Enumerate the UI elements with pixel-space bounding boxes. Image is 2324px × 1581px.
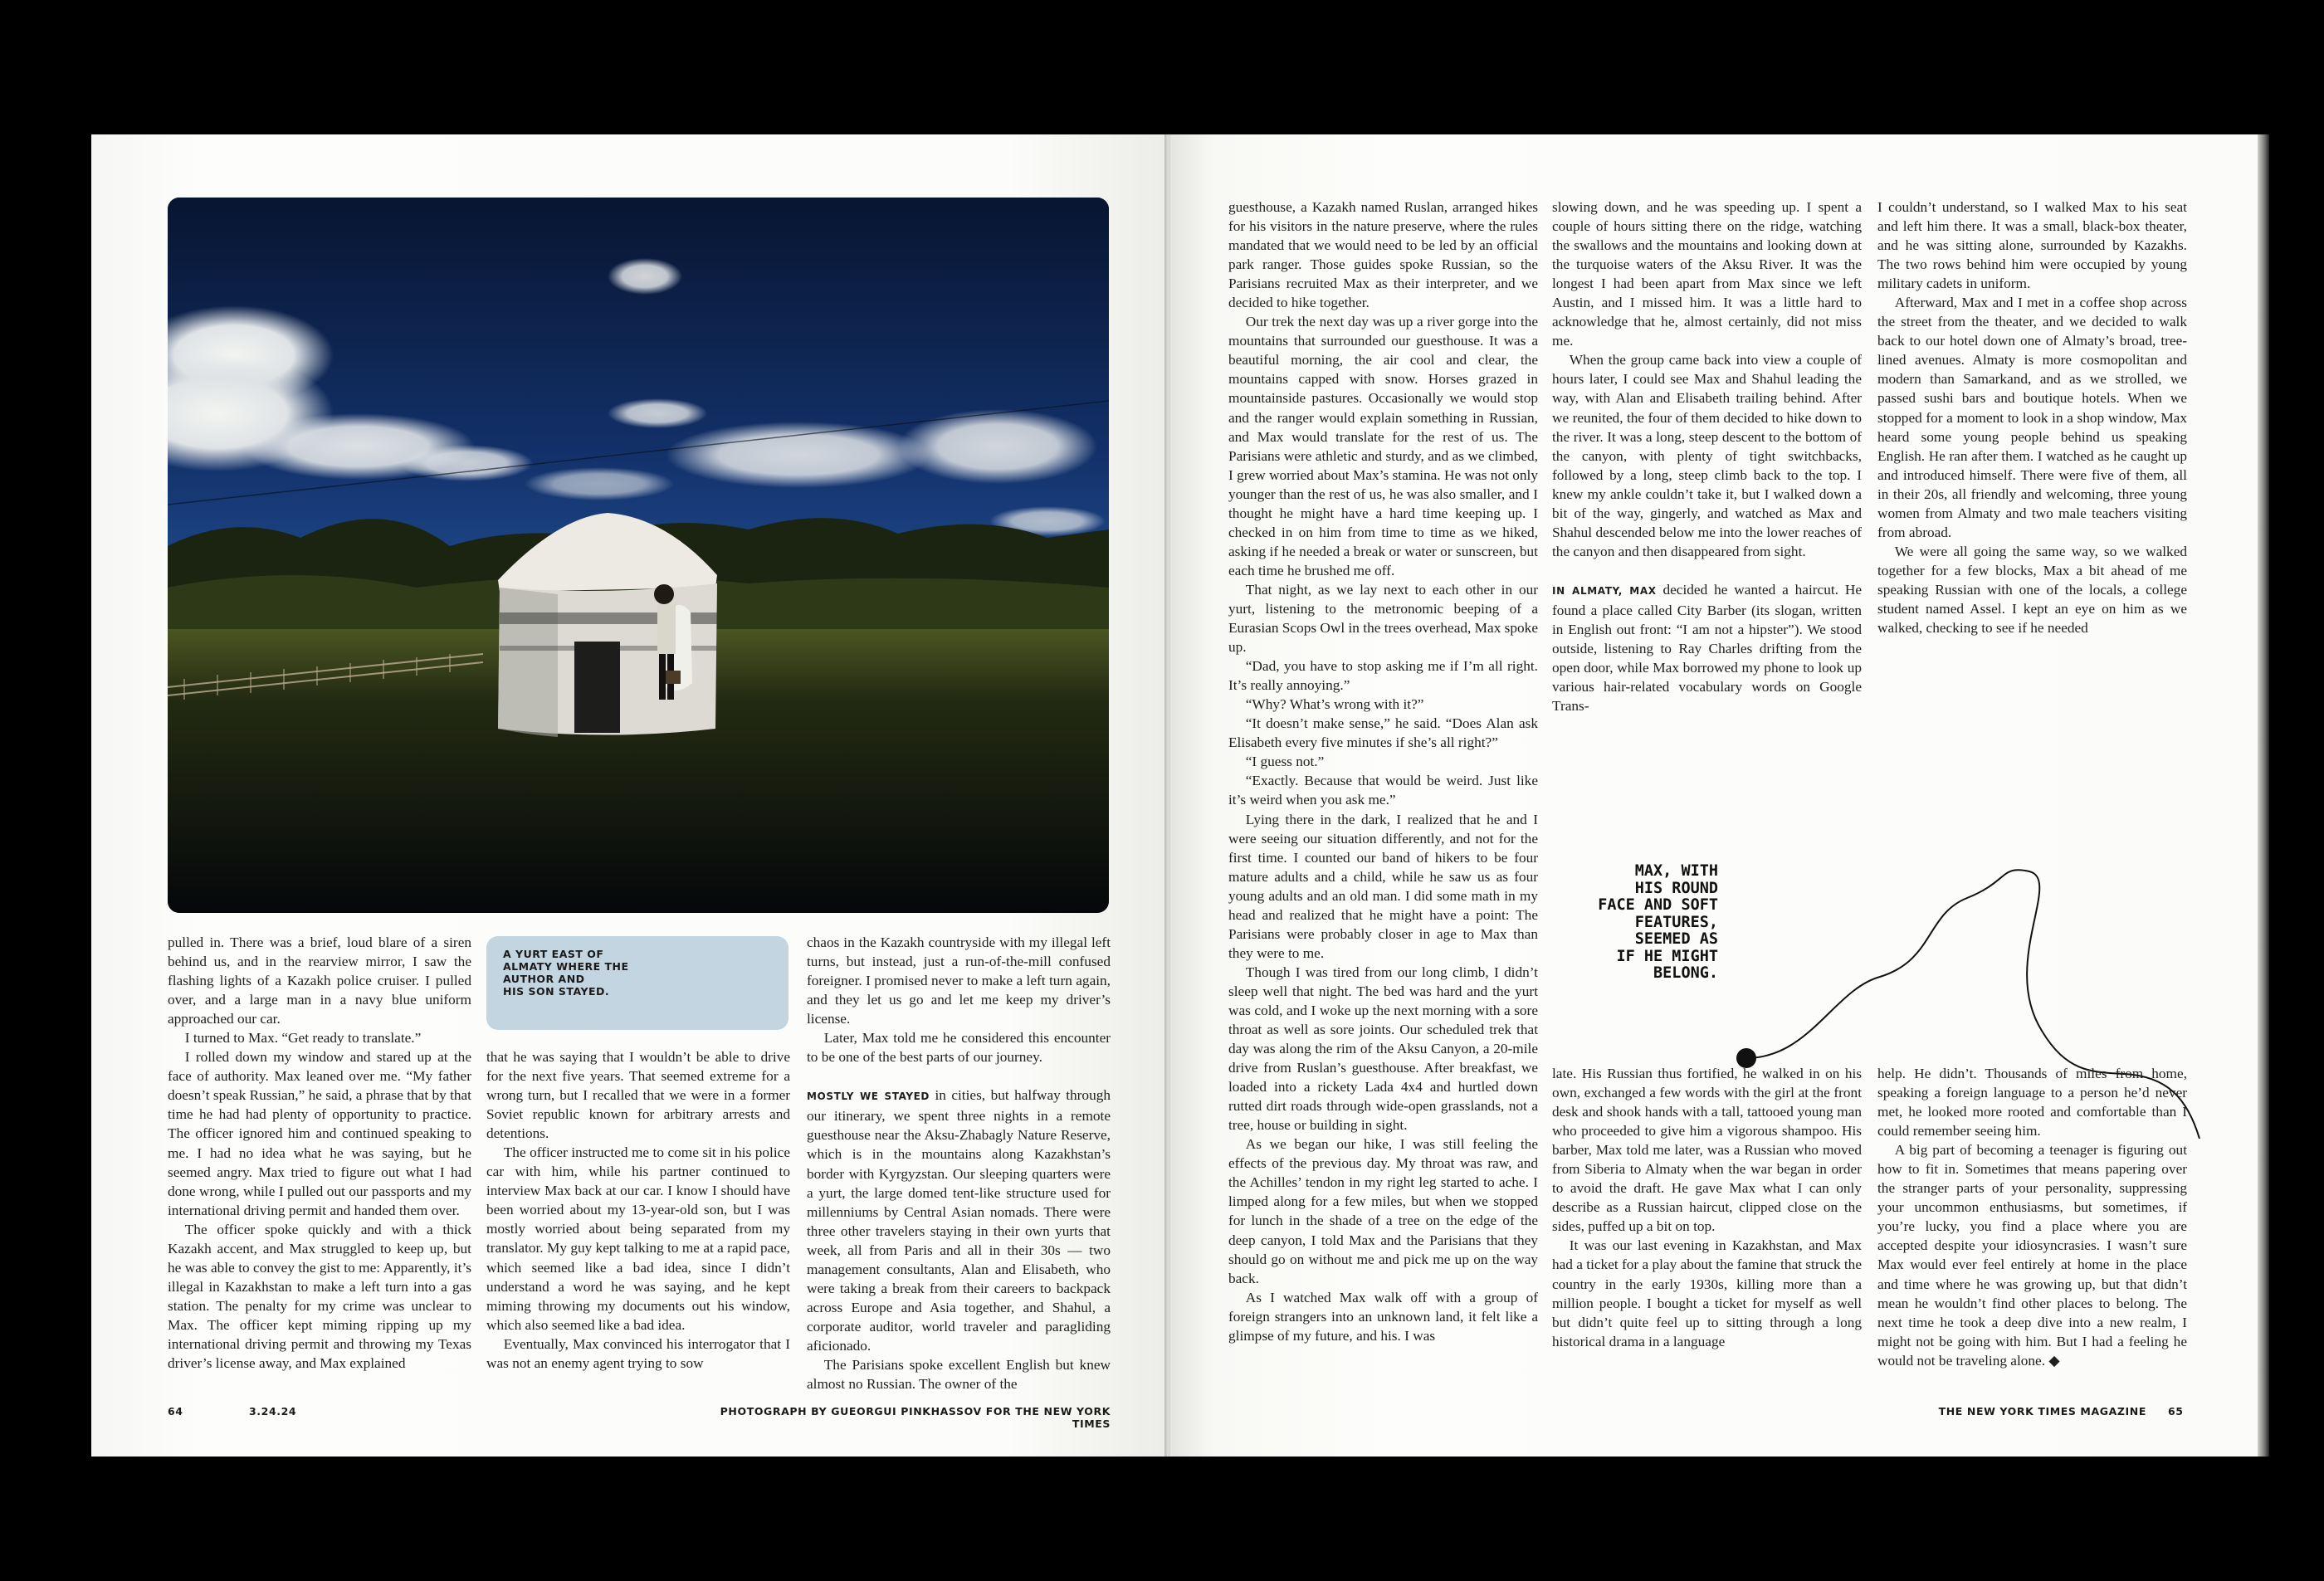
paragraph: We were all going the same way, so we walked together for a few blocks, Max a bit ahead of me speaking Russian with one of the locals, a college student named Assel. I kept an eye on him as we walked, checking to see if he needed — [1877, 543, 2187, 637]
paragraph: late. His Russian thus fortified, he walked in on his own, exchanged a few words with the girl at the front desk and shook hands with a tall, tattooed young man who proceeded to give him a vigorous shampoo. His barber, Max told me later, was a Russian who moved from Siberia to Almaty when the war began in order to avoid the draft. He gave Max what I can only describe as a Russian haircut, clipped close on the sides, puffed up a bit on top. — [1552, 1066, 1862, 1235]
paragraph: The officer spoke quickly and with a thick Kazakh accent, and Max struggled to keep up, but he was able to convey the gist to me: Apparently, it’s illegal in Kazakhstan to make a left turn into a gas station. The penalty for my crime was unclear to Max. The officer kept miming ripping up my international driving permit and throwing my Texas driver’s license away, and Max explained — [168, 1221, 471, 1372]
right-column-3-bottom — [1877, 1064, 2187, 1370]
paragraph: Our trek the next day was up a river gorge into the mountains that surrounded our guesthouse. It was a beautiful morning, the air cool and clear, the mountains capped with snow. Horses grazed in mountainside pastures. Occasionally we would stop and the ranger would explain something in Russian, and Max would translate for the rest of us. The Parisians were athletic and sturdy, and as we climbed, I grew worried about Max’s stamina. He was not only younger than the rest of us, he was also smaller, and I thought he might have a hard time keeping up. I checked in on him from time to time as we hiked, asking if he needed a break or water or sunscreen, but each time he brushed me off. — [1228, 314, 1538, 578]
pull-quote: MAX, WITH HIS ROUND FACE AND SOFT FEATURES, SEEMED AS IF HE MIGHT BELONG. — [1598, 862, 1718, 982]
paragraph: Though I was tired from our long climb, I didn’t sleep well that night. The bed was hard and the yurt was cold, and I woke up the next morning with a sore throat as well as sore joints. Our scheduled trek that day was along the rim of the Aksu Canyon, a 20-mile drive from Ruslan’s guesthouse. After breakfast, we loaded into a rickety Lada 4x4 and hurtled down rutted dirt roads through wide-open grasslands, not a tree, house or building in sight. — [1228, 964, 1538, 1134]
paragraph: When the group came back into view a couple of hours later, I could see Max and Shahul leading the way, with Alan and Elisabeth trailing behind. After we reunited, the four of them decided to hike down to the river. It was a long, steep descent to the bottom of the canyon, with plenty of tight switchbacks, followed by a long, steep climb back to the top. I knew my ankle couldn’t take it, but I walked down a bit of the way, gingerly, and watched as Max and Shahul descended below me into the lower reaches of the canyon and then disappeared from sight. — [1552, 352, 1862, 559]
paragraph: I turned to Max. “Get ready to translate.” — [184, 1030, 422, 1047]
right-page — [1170, 134, 2258, 1457]
paragraph: Later, Max told me he considered this encounter to be one of the best parts of our journey. — [807, 1030, 1111, 1066]
issue-date: 3.24.24 — [249, 1405, 297, 1418]
paragraph: As I watched Max walk off with a group of foreign strangers into an unknown land, it felt like a glimpse of my future, and his. I was — [1228, 1289, 1538, 1344]
paragraph: It was our last evening in Kazakhstan, and Max had a ticket for a play about the famine that struck the country in the early 1930s, killing more than a million people. I bought a ticket for myself as well but didn’t quite feel up to sitting through a long historical drama in a language — [1552, 1237, 1862, 1349]
lead-in: IN ALMATY, MAX — [1552, 584, 1657, 597]
paragraph: pulled in. There was a brief, loud blare of a siren behind us, and in the rearview mirror, I saw the flashing lights of a Kazakh police cruiser. I pulled over, and a large man in a navy blue uniform approached our car. — [168, 934, 471, 1027]
left-column-1 — [168, 933, 471, 1373]
right-column-2-top — [1552, 198, 1862, 715]
paragraph: I couldn’t understand, so I walked Max to his seat and left him there. It was a small, black-box theater, and he was sitting alone, surrounded by Kazakhs. The two rows behind him were occupied by young military cadets in uniform. — [1877, 199, 2187, 292]
photo-credit: PHOTOGRAPH BY GUEORGUI PINKHASSOV FOR THE NEW YORK TIMES — [720, 1405, 1111, 1430]
paragraph: A big part of becoming a teenager is figuring out how to fit in. Sometimes that means papering over the stranger parts of your personality, suppressing your uncommon enthusiasms, but sometimes, if you’re lucky, you find a place where you are accepted despite your idiosyncrasies. I wasn’t sure Max would ever feel entirely at home in the place and time where he was growing up, but that didn’t mean he wouldn’t find other places to belong. The next time he took a deep dive into a new realm, I might not be going with him. But I had a feeling he would not be traveling alone. ◆ — [1877, 1142, 2187, 1369]
paragraph: chaos in the Kazakh countryside with my illegal left turns, but instead, just a run-of-the-mill confused foreigner. I promised never to make a left turn again, and they let us go and let me keep my driver’s license. — [807, 934, 1111, 1027]
paragraph: that he was saying that I wouldn’t be able to drive for the next five years. That seemed extreme for a wrong turn, but I recalled that we were in a former Soviet republic known for arbitrary arrests and detentions. — [486, 1049, 790, 1142]
paragraph: “Exactly. Because that would be weird. Just like it’s weird when you ask me.” — [1228, 773, 1538, 808]
paragraph: “Why? What’s wrong with it?” — [1245, 696, 1424, 713]
left-page — [91, 134, 1166, 1457]
paragraph: The officer instructed me to come sit in his police car with him, while his partner continued to interview Max back at our car. I know I should have been worried about my 13-year-old son, but I was mostly worried about being separated from my translator. My guy kept talking to me at a rapid pace, which seemed like a bad idea, since I didn’t understand a word he was saying, and he kept miming throwing my documents out his window, which also seemed like a bad idea. — [486, 1144, 790, 1333]
left-column-2 — [486, 1047, 790, 1373]
right-column-2-bottom — [1552, 1064, 1862, 1351]
section-paragraph: MOSTLY WE STAYED in cities, but halfway through our itinerary, we spent three nights in a remote guesthouse near the Aksu-Zhabagly Nature Reserve, which is in the mountains along Kazakhstan’s border with Kyrgyzstan. Our sleeping quarters were a yurt, the large domed tent-like structure used for millenniums by Central Asian nomads. There were three other travelers staying in their own yurts that week, all from Paris and all in their 30s — two management consultants, Alan and Elisabeth, who were taking a break from their careers to backpack across Europe and Asia together, and Shahul, a corporate auditor, world traveler and paragliding aficionado. — [807, 1087, 1111, 1354]
paragraph: As we began our hike, I was still feeling the effects of the previous day. My throat was raw, and the Achilles’ tendon in my right leg started to ache. I limped along for a few miles, but when we stopped for lunch in the shade of a tree on the edge of the deep canyon, I told Max and the Parisians that they should go on without me and pick me up on the way back. — [1228, 1136, 1538, 1286]
right-page-number: 65 — [2168, 1405, 2184, 1418]
left-column-3 — [807, 933, 1111, 1393]
paragraph: The Parisians spoke excellent English but knew almost no Russian. The owner of the — [807, 1356, 1111, 1393]
paragraph: slowing down, and he was speeding up. I spent a couple of hours sitting there on the ridge, watching the swallows and the mountains and looking down at the turquoise waters of the Aksu River. It was the longest I had been apart from Max since we left Austin, and I missed him. It was a little hard to acknowledge that he, almost certainly, did not miss me. — [1552, 199, 1862, 349]
photo-caption-box — [486, 936, 788, 1030]
left-page-number: 64 — [168, 1405, 183, 1418]
paragraph: Lying there in the dark, I realized that he and I were seeing our situation differently, and not for the first time. I counted our band of hikers to be four mature adults and a child, while he saw us as four young adults and an old man. I did some math in my head and realized that he might have a point: The Parisians were probably closer in age to Max than they were to me. — [1228, 811, 1538, 961]
paragraph: help. He didn’t. Thousands of miles from home, speaking a foreign language to a person he’d never met, he looked more rooted and comfortable than I could remember seeing him. — [1877, 1066, 2187, 1139]
magazine-name: THE NEW YORK TIMES MAGAZINE — [1938, 1405, 2146, 1418]
right-column-3-top — [1877, 198, 2187, 637]
page-edge — [2258, 134, 2269, 1457]
paragraph: I rolled down my window and stared up at the face of authority. Max leaned over me. “My father doesn’t speak Russian,” he said, a phrase that by that time he had had plenty of opportunity to practice. The officer ignored him and continued speaking to me. I had no idea what he was saying, but he seemed angry. Max tried to figure out what I had done wrong, while I pulled out our passports and my international driving permit and handed them over. — [168, 1049, 471, 1218]
paragraph: Afterward, Max and I met in a coffee shop across the street from the theater, and we decided to walk back to our hotel down one of Almaty’s broad, tree-lined avenues. Almaty is more cosmopolitan and modern than Samarkand, and as we strolled, we passed sushi bars and boutique hotels. When we stopped for a moment to look in a shop window, Max heard some young people behind us speaking English. He ran after them. I watched as he caught up and introduced himself. There were five of them, all in their 20s, all friendly and welcoming, three young women from Almaty and two male teachers visiting from abroad. — [1877, 295, 2187, 540]
section-paragraph: IN ALMATY, MAX decided he wanted a haircut. He found a place called City Barber (its slogan, written in English out front: “I am not a hipster”). We stood outside, listening to Ray Charles drifting from the open door, while Max borrowed my phone to look up various hair-related vocabulary words on Google Trans- — [1552, 581, 1863, 715]
paragraph: “It doesn’t make sense,” he said. “Does Alan ask Elisabeth every five minutes if she’s all right?” — [1228, 715, 1538, 751]
paragraph: “Dad, you have to stop asking me if I’m all right. It’s really annoying.” — [1228, 658, 1538, 694]
yurt-photograph — [168, 198, 1109, 913]
lead-in: MOSTLY WE STAYED — [807, 1091, 930, 1103]
paragraph: “I guess not.” — [1245, 754, 1325, 770]
paragraph: Eventually, Max convinced his interrogator that I was not an enemy agent trying to sow — [486, 1335, 790, 1371]
photo-caption: A YURT EAST OF ALMATY WHERE THE AUTHOR AND HIS SON STAYED. — [503, 948, 629, 998]
paragraph: That night, as we lay next to each other in our yurt, listening to the metronomic beeping of a Eurasian Scops Owl in the trees overhead, Max spoke up. — [1228, 581, 1538, 656]
right-column-1 — [1228, 198, 1538, 1345]
paragraph: guesthouse, a Kazakh named Ruslan, arranged hikes for his visitors in the nature preserve, where the rules mandated that we would need to be led by an official park ranger. Those guides spoke Russian, so the Parisians recruited Max as their interpreter, and we decided to hike together. — [1228, 199, 1538, 311]
